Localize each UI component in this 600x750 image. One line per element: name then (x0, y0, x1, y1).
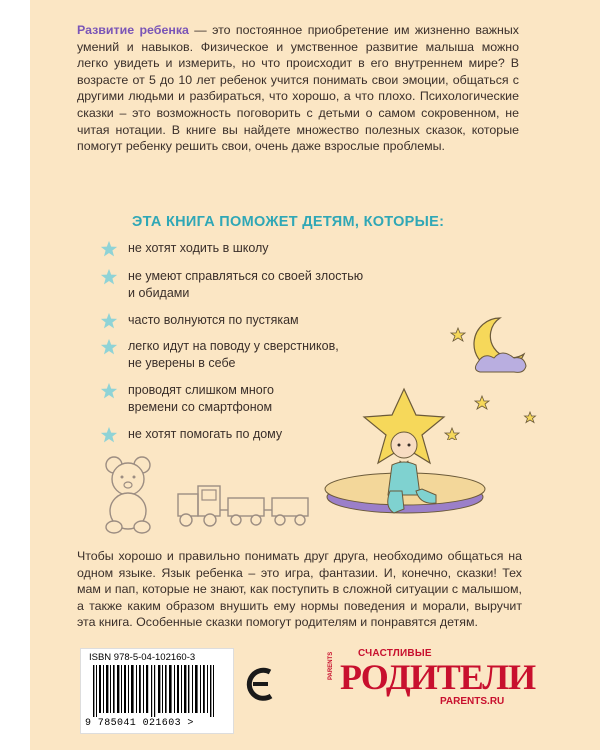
brand-url: PARENTS.RU (440, 696, 505, 707)
parents-magazine-logo (328, 646, 536, 716)
barcode-digits: 9 785041 021603 > (85, 718, 194, 729)
list-item (100, 426, 282, 444)
list-item-line1: проводят слишком много (128, 383, 274, 397)
list-item-line2: времени со смартфоном (128, 399, 273, 414)
teal-star-icon (100, 338, 118, 356)
teal-star-icon (100, 268, 118, 286)
list-item (100, 268, 363, 301)
list-item-line2: не уверены в себе (128, 355, 236, 370)
list-item (100, 338, 339, 371)
list-item-line1: легко идут на поводу у сверстников, (128, 339, 339, 353)
brand-side-text: PARENTS (328, 651, 334, 680)
intro-text: — это постоянное приобретение им жизненно важных умений и навыков. Физическое и умственное развитие малыша можно легко увидеть и измерить, но что происходит в его внутреннем мире? В возрасте от 5 до 10 лет ребенок учится понимать свои эмоции, общаться с другими людьми и разбираться, что хорошо, а что плохо. Психологические сказки – это возможность поговорить с детьми о самом сокровенном, не читая нотации. В книге вы найдете множество полезных сказок, которые помогут ребенку решить свои, очень даже взрослые проблемы. (77, 23, 519, 154)
list-item-line2: и обидами (128, 285, 190, 300)
list-item-line1: часто волнуются по пустякам (128, 313, 299, 327)
list-item (100, 240, 269, 258)
intro-paragraph (77, 22, 519, 155)
isbn-label: ISBN 978-5-04-102160-3 (89, 652, 196, 663)
teal-star-icon (100, 312, 118, 330)
isbn-barcode-box (80, 648, 234, 734)
list-item-line1: не хотят помогать по дому (128, 427, 283, 441)
teal-star-icon (100, 426, 118, 444)
teddy-bear-illustration (96, 455, 166, 535)
list-heading: ЭТА КНИГА ПОМОЖЕТ ДЕТЯМ, КОТОРЫЕ: (132, 214, 445, 230)
list-item-line1: не умеют справляться со своей злостью (128, 269, 364, 283)
toy-train-illustration (172, 482, 317, 532)
list-item (100, 382, 274, 415)
brand-main-text: РОДИТЕЛИ (340, 657, 536, 697)
list-item (100, 312, 299, 330)
eksmo-logo-icon (244, 662, 278, 706)
intro-highlight: Развитие ребенка (77, 23, 189, 37)
brand-top-text: СЧАСТЛИВЫЕ (358, 648, 432, 659)
teal-star-icon (100, 240, 118, 258)
outro-paragraph: Чтобы хорошо и правильно понимать друг друга, необходимо общаться на одном языке. Язык ребенка – это игра, фантазии. И, конечно, сказки! Тех мам и пап, которые не знают, как поступить в сложной ситуации с малышом, а также каким образом внушить ему нормы поведения и морали, выручит эта книга. Особенные сказки помогут родителям и понравятся детям. (77, 549, 522, 630)
barcode-icon (87, 665, 227, 717)
child-star-illustration (320, 385, 490, 535)
teal-star-icon (100, 382, 118, 400)
list-item-line1: не хотят ходить в школу (128, 241, 269, 255)
